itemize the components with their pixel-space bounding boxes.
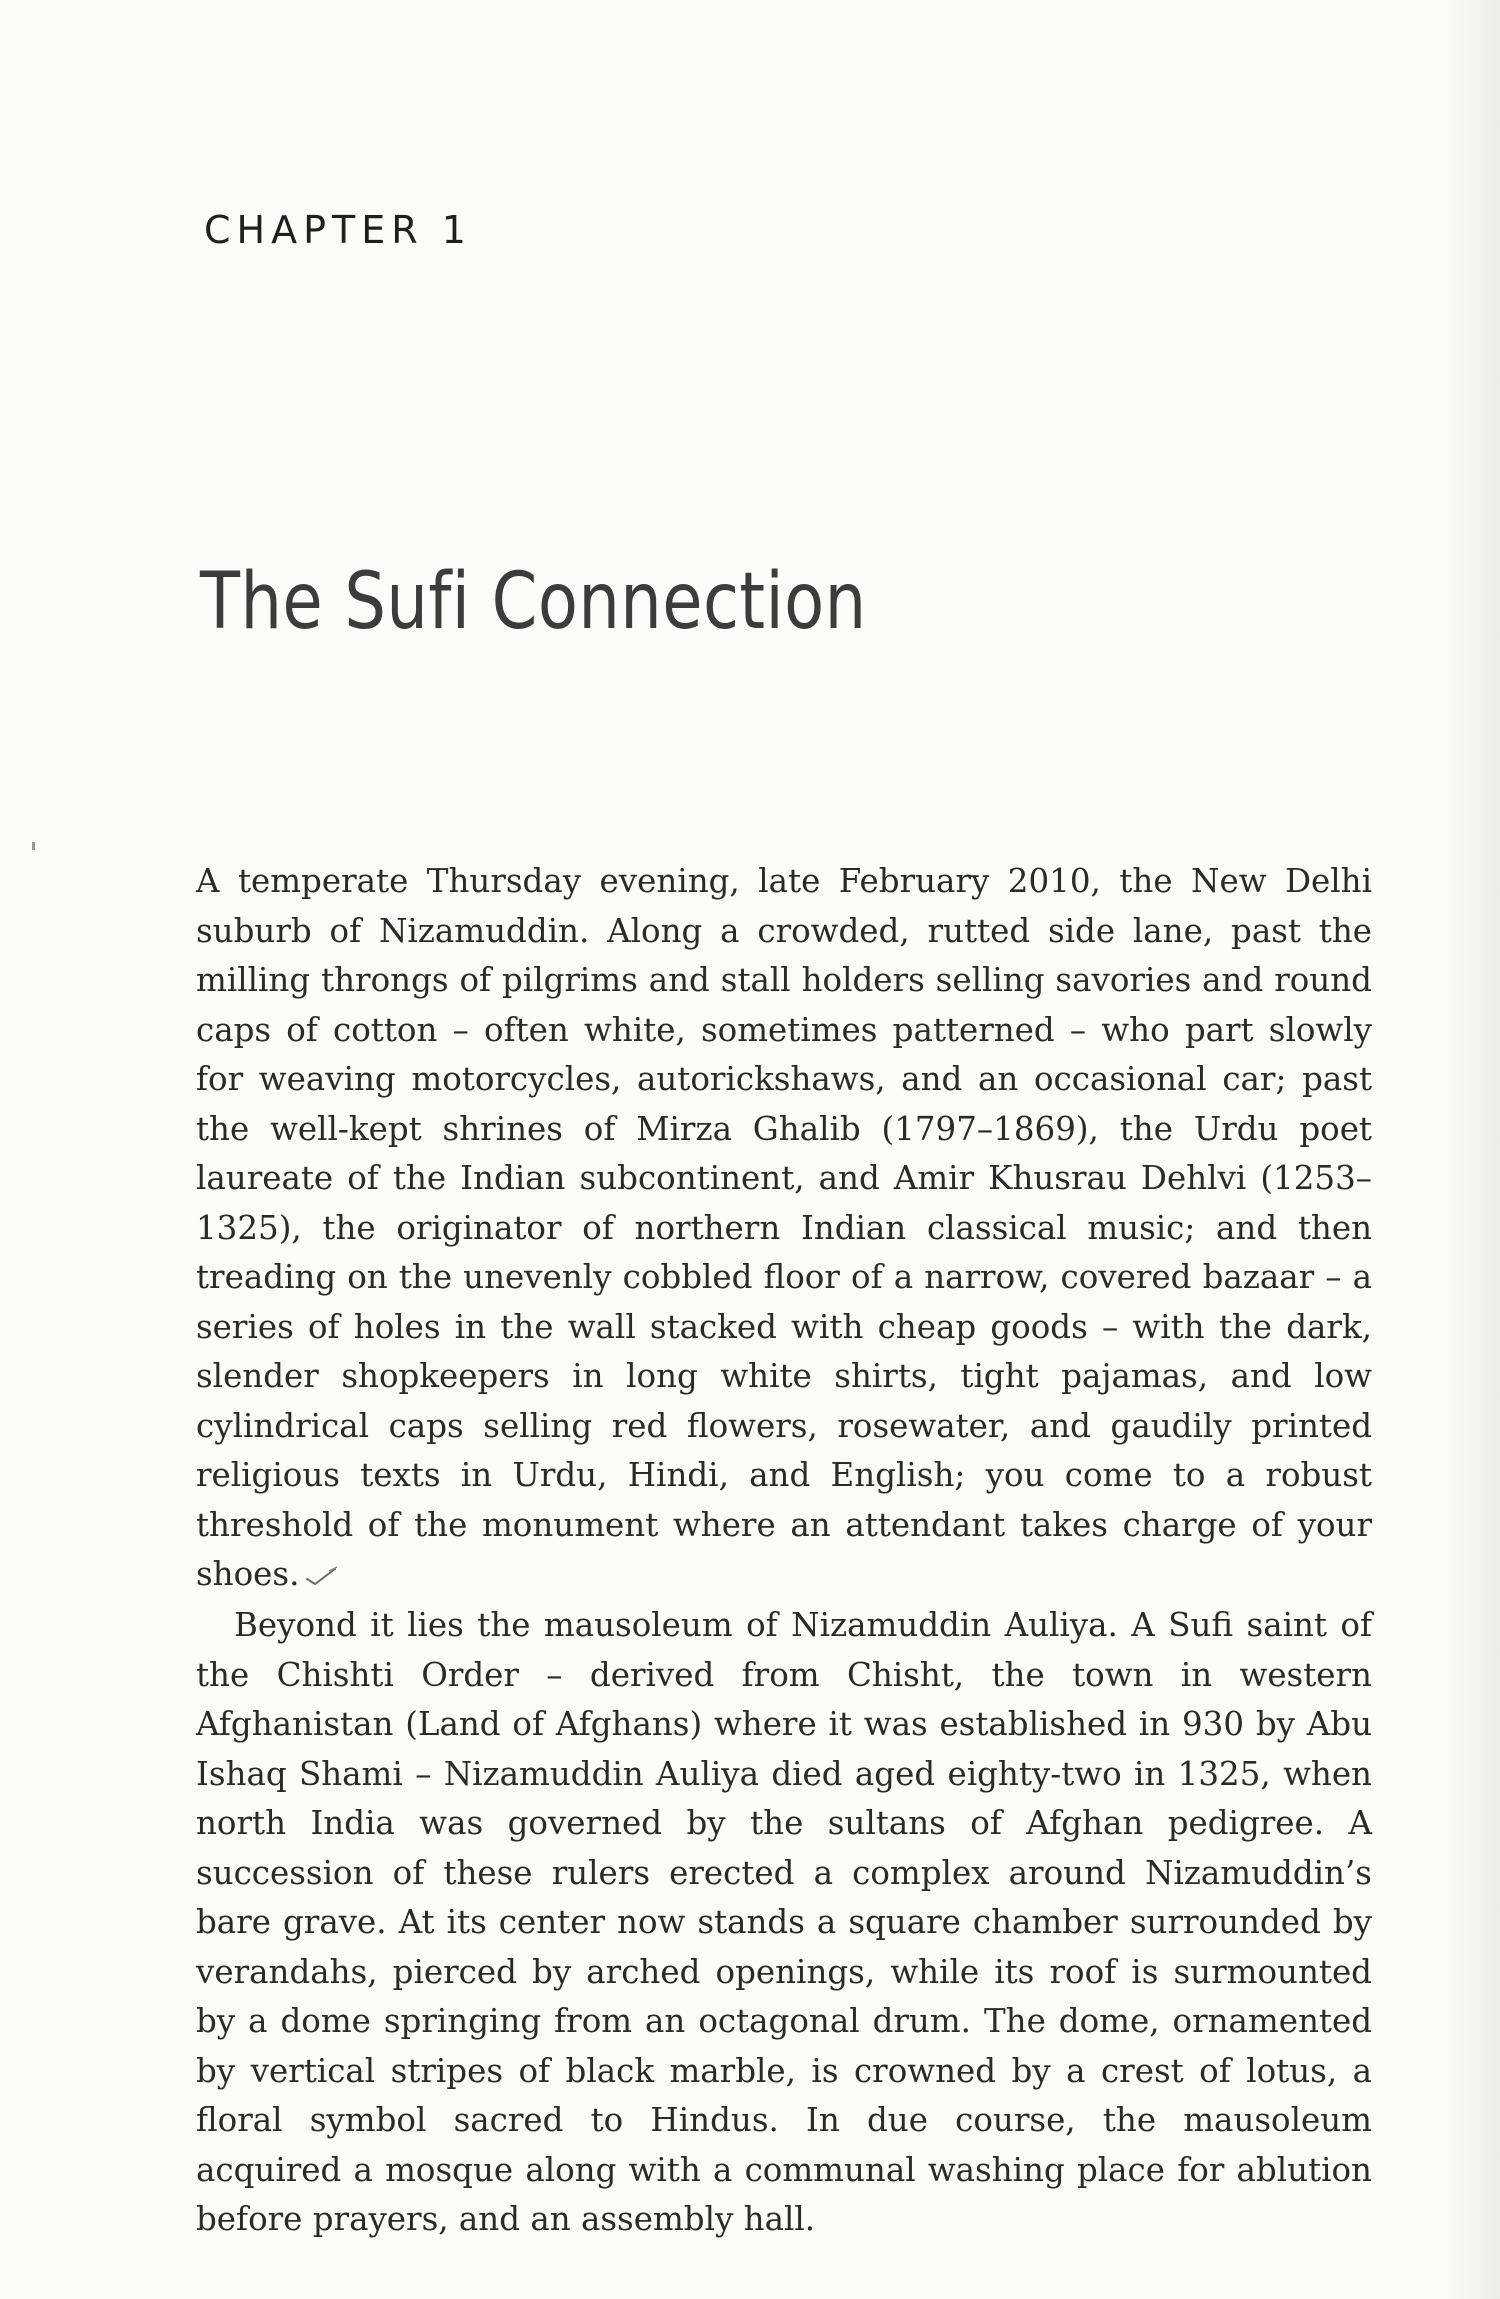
scan-speck — [32, 842, 35, 850]
pencil-check-mark-icon — [305, 1552, 339, 1602]
chapter-title: The Sufi Connection — [200, 557, 867, 648]
paragraph-2: Beyond it lies the mausoleum of Nizamuddin Auliya. A Sufi saint of the Chishti Order – derived from Chisht, the town in western Afghanistan (Land of Afghans) where it was established in 930 by Abu Ishaq Shami – Nizamuddin Auliya died aged eighty-two in 1325, when north India was governed by the sultans of Afghan pedigree. A succession of these rulers erected a complex around Nizamuddin’s bare grave. At its center now stands a square chamber surrounded by verandahs, pierced by arched openings, while its roof is surmounted by a dome springing from an octagonal drum. The dome, ornamented by vertical stripes of black marble, is crowned by a crest of lotus, a floral symbol sacred to Hindus. In due course, the mausoleum acquired a mosque along with a communal washing place for ablution before prayers, and an assembly hall. — [196, 1606, 1372, 2239]
paragraph-1 — [196, 857, 1372, 1601]
page-gutter-shadow — [1440, 0, 1500, 2299]
paragraph-1-text: A temperate Thursday evening, late February 2010, the New Delhi suburb of Nizamuddin. Along a crowded, rutted side lane, past the milling throngs of pilgrims and stall holders selling savories and round caps of cotton – often white, sometimes patterned – who part slowly for weaving motorcycles, autorickshaws, and an occasional car; past the well-kept shrines of Mirza Ghalib (1797–1869), the Urdu poet laureate of the Indian subcontinent, and Amir Khusrau Dehlvi (1253–1325), the originator of northern Indian classical music; and then treading on the unevenly cobbled floor of a narrow, covered bazaar – a series of holes in the wall stacked with cheap goods – with the dark, slender shopkeepers in long white shirts, tight pajamas, and low cylindrical caps selling red flowers, rosewater, and gaudily printed religious texts in Urdu, Hindi, and English; you come to a robust threshold of the monument where an attendant takes charge of your shoes. — [196, 862, 1372, 1593]
chapter-label: CHAPTER 1 — [204, 208, 472, 252]
chapter-body — [196, 857, 1372, 2245]
